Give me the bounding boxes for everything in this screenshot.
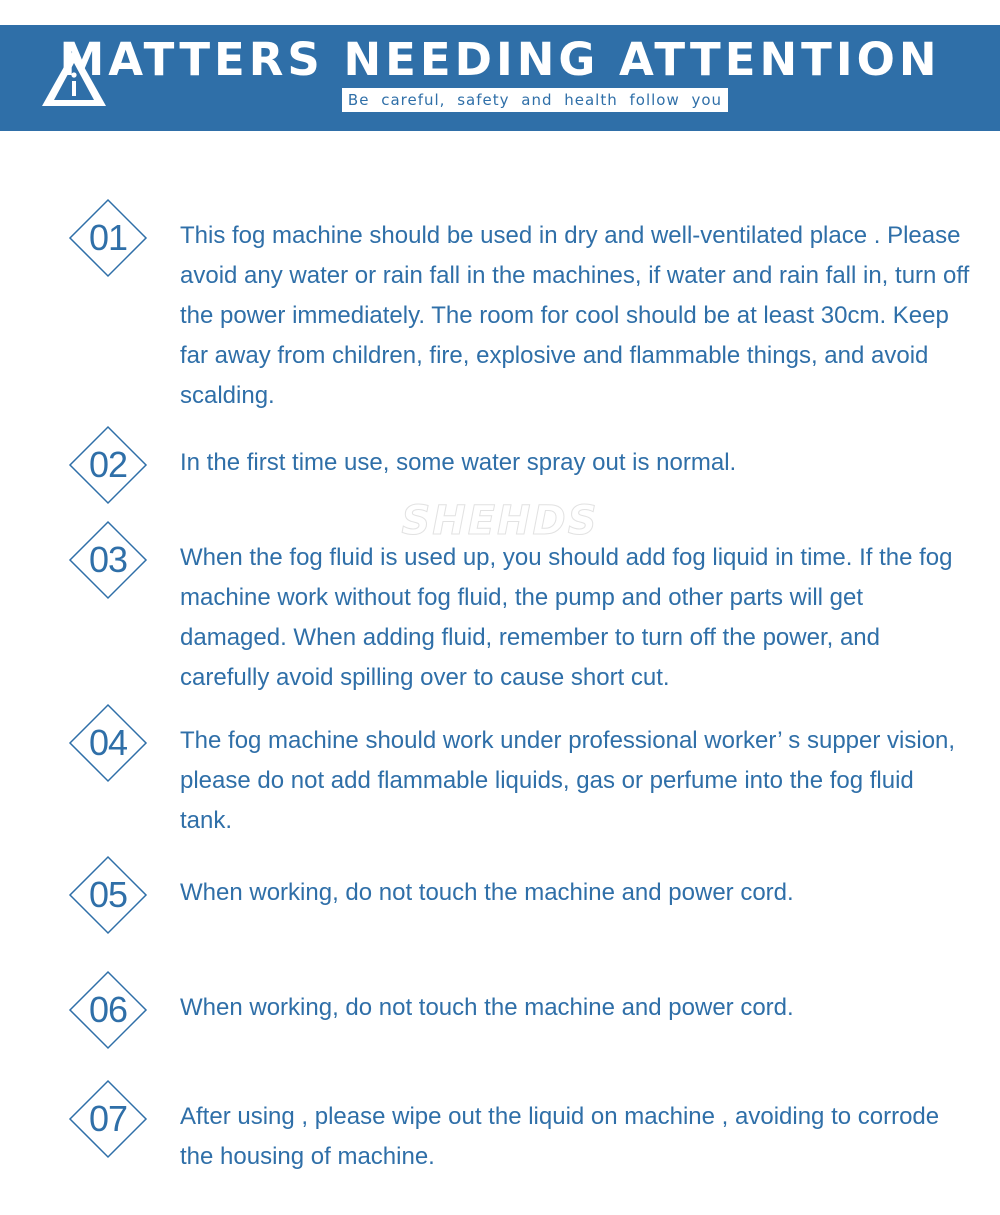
page-subtitle: Be careful, safety and health follow you (342, 88, 728, 112)
item-number: 06 (88, 989, 128, 1030)
item-number: 02 (88, 444, 128, 485)
item-text: In the first time use, some water spray out is normal. (180, 449, 737, 476)
item-text: After using , please wipe out the liquid on machine , avoiding to corrode the housing of machine. (180, 1103, 940, 1170)
watermark: SHEHDS (401, 498, 599, 544)
header-band (0, 25, 1000, 131)
item-text: This fog machine should be used in dry and well-ventilated place . Please avoid any water or rain fall in the machines, if water and rain fall in, turn off the power immediately. The room for cool should be at least 30cm. Keep far away from children, fire, explosive and flammable things, and avoid scalding. (180, 222, 970, 409)
page-title: MATTERS NEEDING ATTENTION (59, 33, 941, 86)
item-text: The fog machine should work under professional worker’ s supper vision, please do not add flammable liquids, gas or perfume into the fog fluid tank. (180, 727, 956, 834)
item-number: 03 (88, 539, 128, 580)
item-text: When working, do not touch the machine and power cord. (180, 994, 794, 1021)
item-number: 07 (88, 1098, 128, 1139)
item-number: 04 (88, 722, 128, 763)
item-text: When the fog fluid is used up, you should add fog liquid in time. If the fog machine work without fog fluid, the pump and other parts will get damaged. When adding fluid, remember to turn off the power, and carefully avoid spilling over to cause short cut. (180, 544, 953, 691)
item-number: 01 (88, 217, 128, 258)
item-text: When working, do not touch the machine and power cord. (180, 879, 794, 906)
item-number: 05 (88, 874, 128, 915)
